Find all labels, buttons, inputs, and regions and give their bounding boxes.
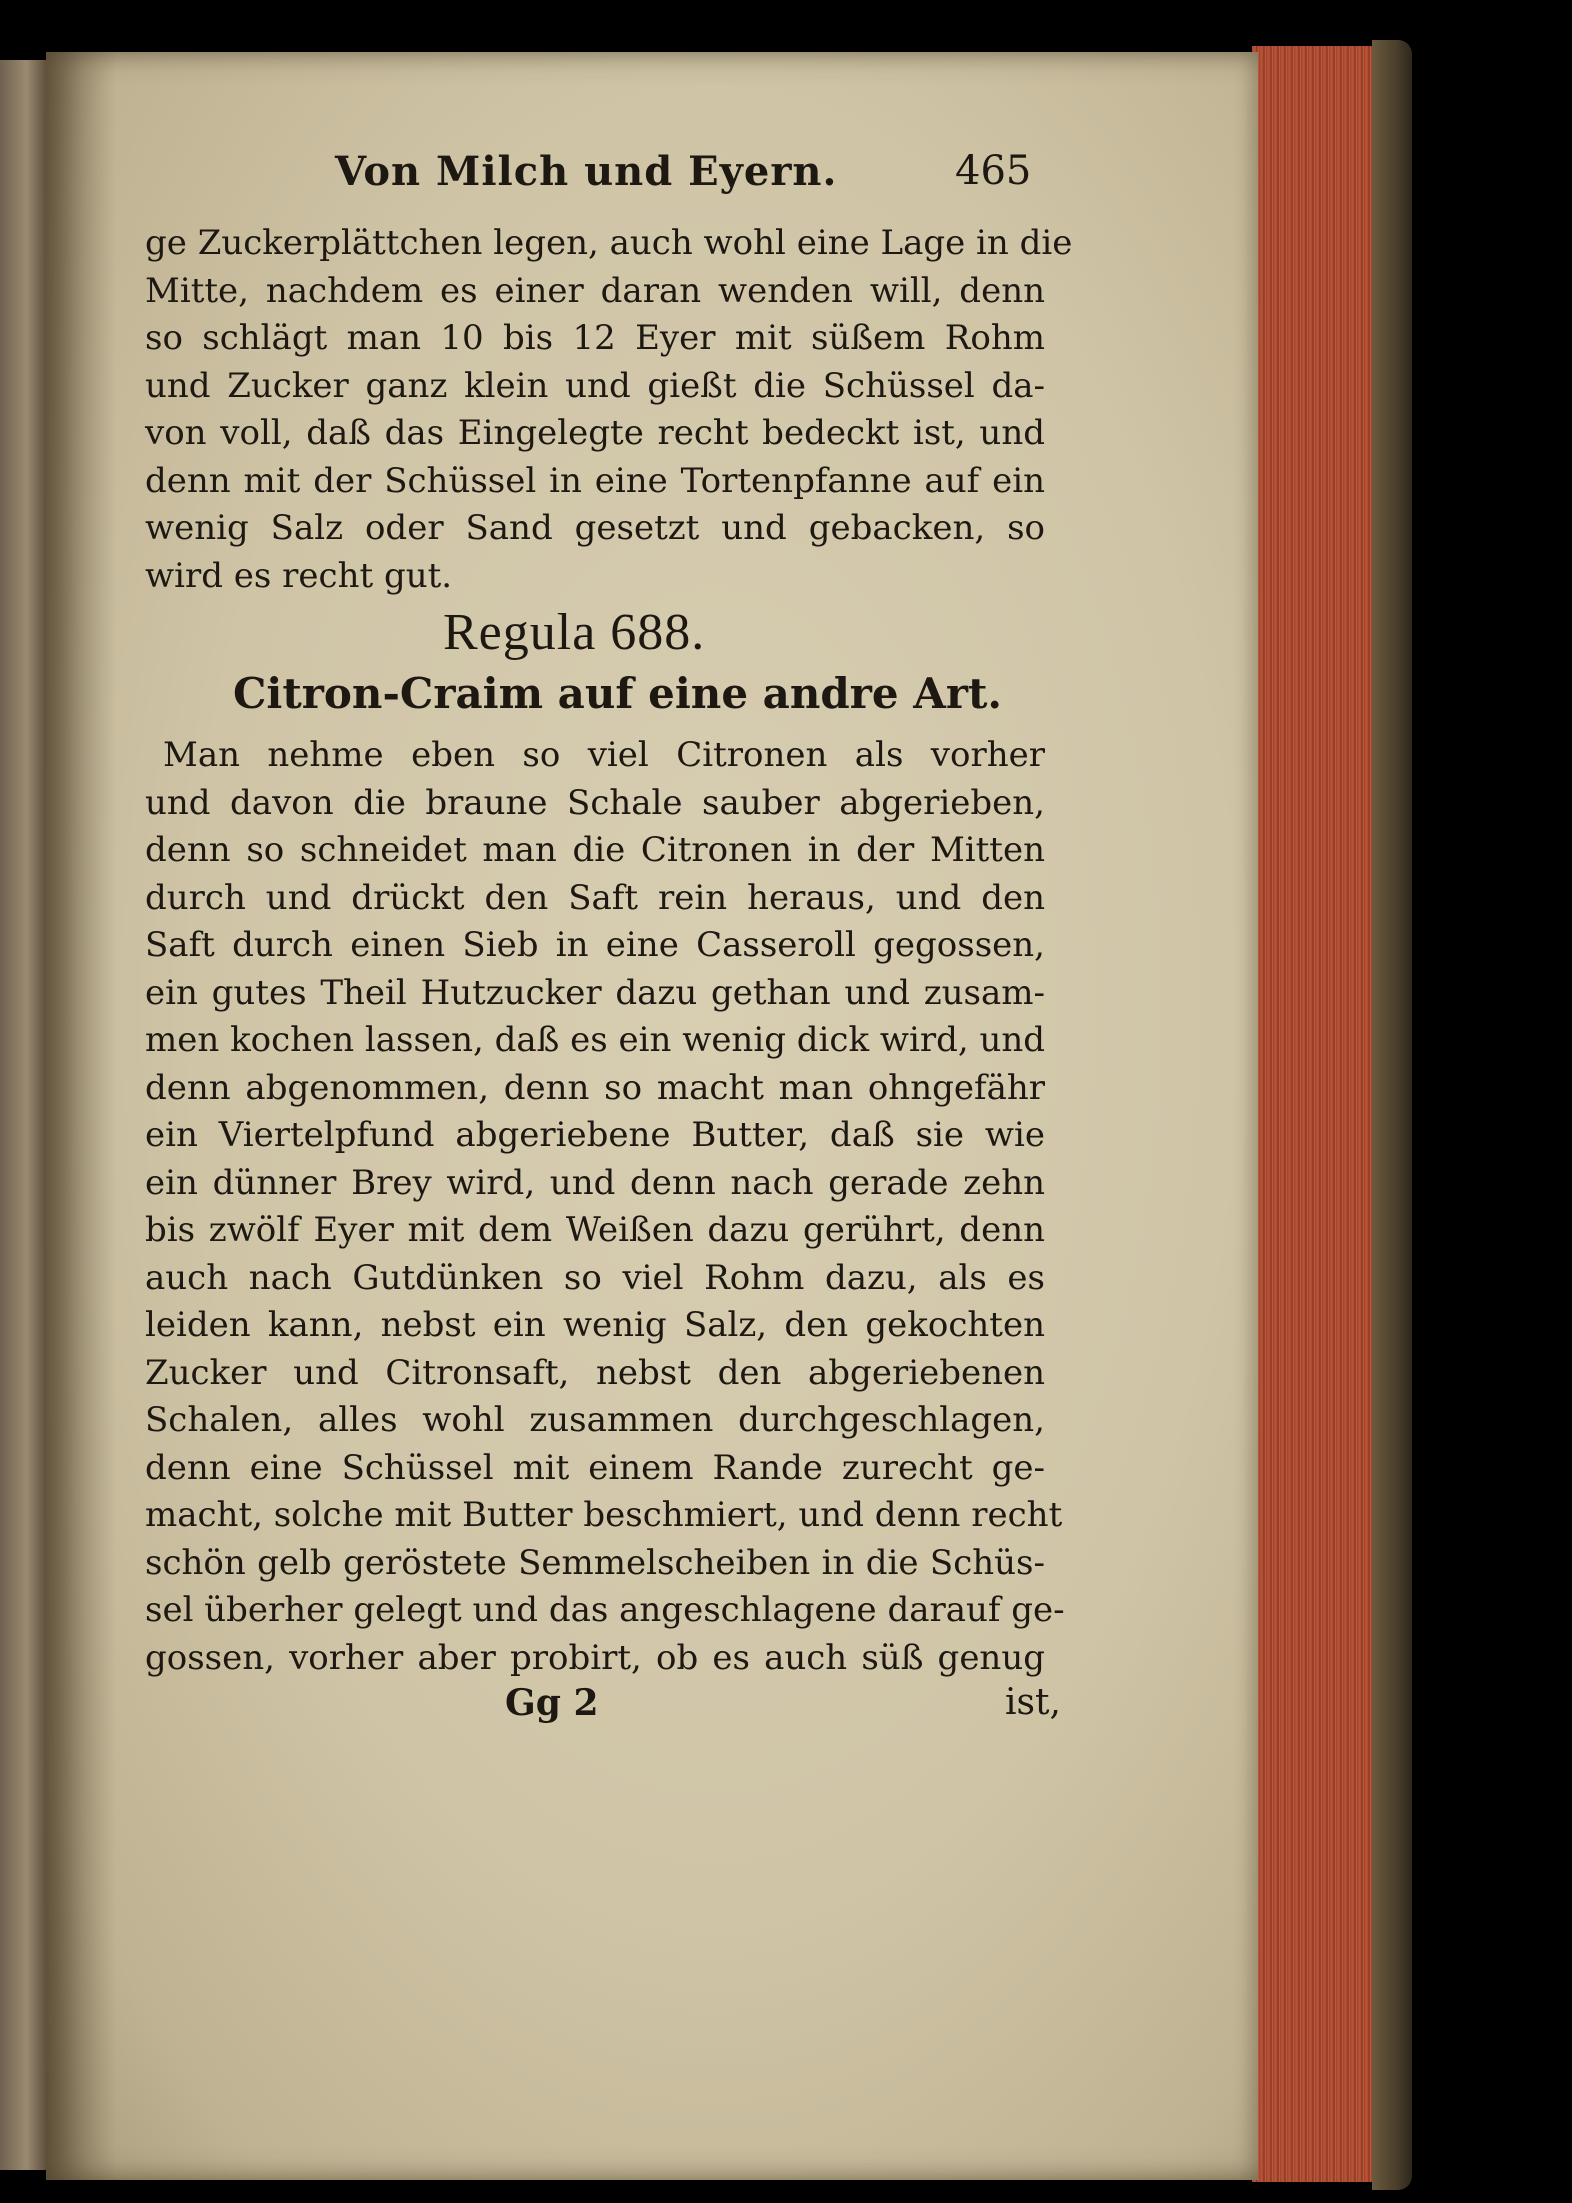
text-line: von voll, daß das Eingelegte recht bedeckt ist, und (145, 413, 1045, 453)
text-line: Mitte, nachdem es einer daran wenden will, denn (145, 270, 1045, 311)
text-line: gossen, vorher aber probirt, ob es auch süß genug (145, 1637, 1045, 1678)
text-line: ein Viertelpfund abgeriebene Butter, daß sie wie (145, 1115, 1045, 1155)
text-line: denn eine Schüssel mit einem Rande zurecht ge- (145, 1447, 1045, 1488)
text-line: Saft durch einen Sieb in eine Casseroll gegossen, (145, 925, 1045, 965)
running-title: Von Milch und Eyern. (335, 148, 838, 195)
text-line: und Zucker ganz klein und gießt die Schüssel da- (145, 365, 1045, 406)
regula-heading: Regula 688. (443, 604, 706, 661)
text-line: macht, solche mit Butter beschmiert, und denn recht (145, 1495, 1063, 1535)
text-line: durch und drückt den Saft rein heraus, und den (145, 877, 1045, 918)
previous-page-edge (0, 60, 48, 2170)
paragraph-continuation (145, 220, 1073, 600)
catchword: ist, (1005, 1682, 1061, 1723)
text-line: so schlägt man 10 bis 12 Eyer mit süßem Rohm (145, 318, 1045, 358)
text-line: schön gelb geröstete Semmelscheiben in die Schüs- (145, 1542, 1045, 1583)
gutter-shadow (46, 52, 116, 2180)
recipe-title: Citron-Craim auf eine andre Art. (233, 669, 1003, 718)
signature-mark: Gg 2 (505, 1682, 599, 1724)
text-line: Man nehme eben so viel Citronen als vorher (163, 735, 1045, 775)
text-line: wenig Salz oder Sand gesetzt und gebacken, so (145, 508, 1045, 548)
text-line: denn so schneidet man die Citronen in der Mitten (145, 830, 1045, 870)
text-line: bis zwölf Eyer mit dem Weißen dazu gerührt, denn (145, 1210, 1045, 1250)
text-line: sel überher gelegt und das angeschlagene darauf ge- (145, 1590, 1065, 1630)
paragraph-recipe (145, 732, 1065, 1682)
text-line: men kochen lassen, daß es ein wenig dick wird, und (145, 1020, 1046, 1060)
text-block (145, 148, 1073, 1734)
page-number: 465 (955, 148, 1032, 194)
text-line: ein gutes Theil Hutzucker dazu gethan und zusam- (145, 972, 1045, 1013)
text-line: und davon die braune Schale sauber abgerieben, (145, 782, 1045, 823)
text-line: ein dünner Brey wird, und denn nach gerade zehn (145, 1162, 1045, 1203)
text-line: auch nach Gutdünken so viel Rohm dazu, als es (145, 1257, 1045, 1298)
text-line: leiden kann, nebst ein wenig Salz, den gekochten (145, 1305, 1045, 1345)
running-head (145, 148, 1045, 218)
text-line: denn mit der Schüssel in eine Tortenpfanne auf ein (145, 460, 1045, 501)
book-cover-edge (1372, 40, 1412, 2190)
text-line: wird es recht gut. (145, 555, 453, 596)
red-page-edges (1252, 46, 1380, 2182)
text-line: ge Zuckerplättchen legen, auch wohl eine Lage in die (145, 223, 1073, 263)
text-line: denn abgenommen, denn so macht man ohngefähr (145, 1067, 1045, 1108)
text-line: Schalen, alles wohl zusammen durchgeschlagen, (145, 1400, 1045, 1440)
page-footer (145, 1682, 1061, 1734)
text-line: Zucker und Citronsaft, nebst den abgeriebenen (145, 1352, 1045, 1393)
